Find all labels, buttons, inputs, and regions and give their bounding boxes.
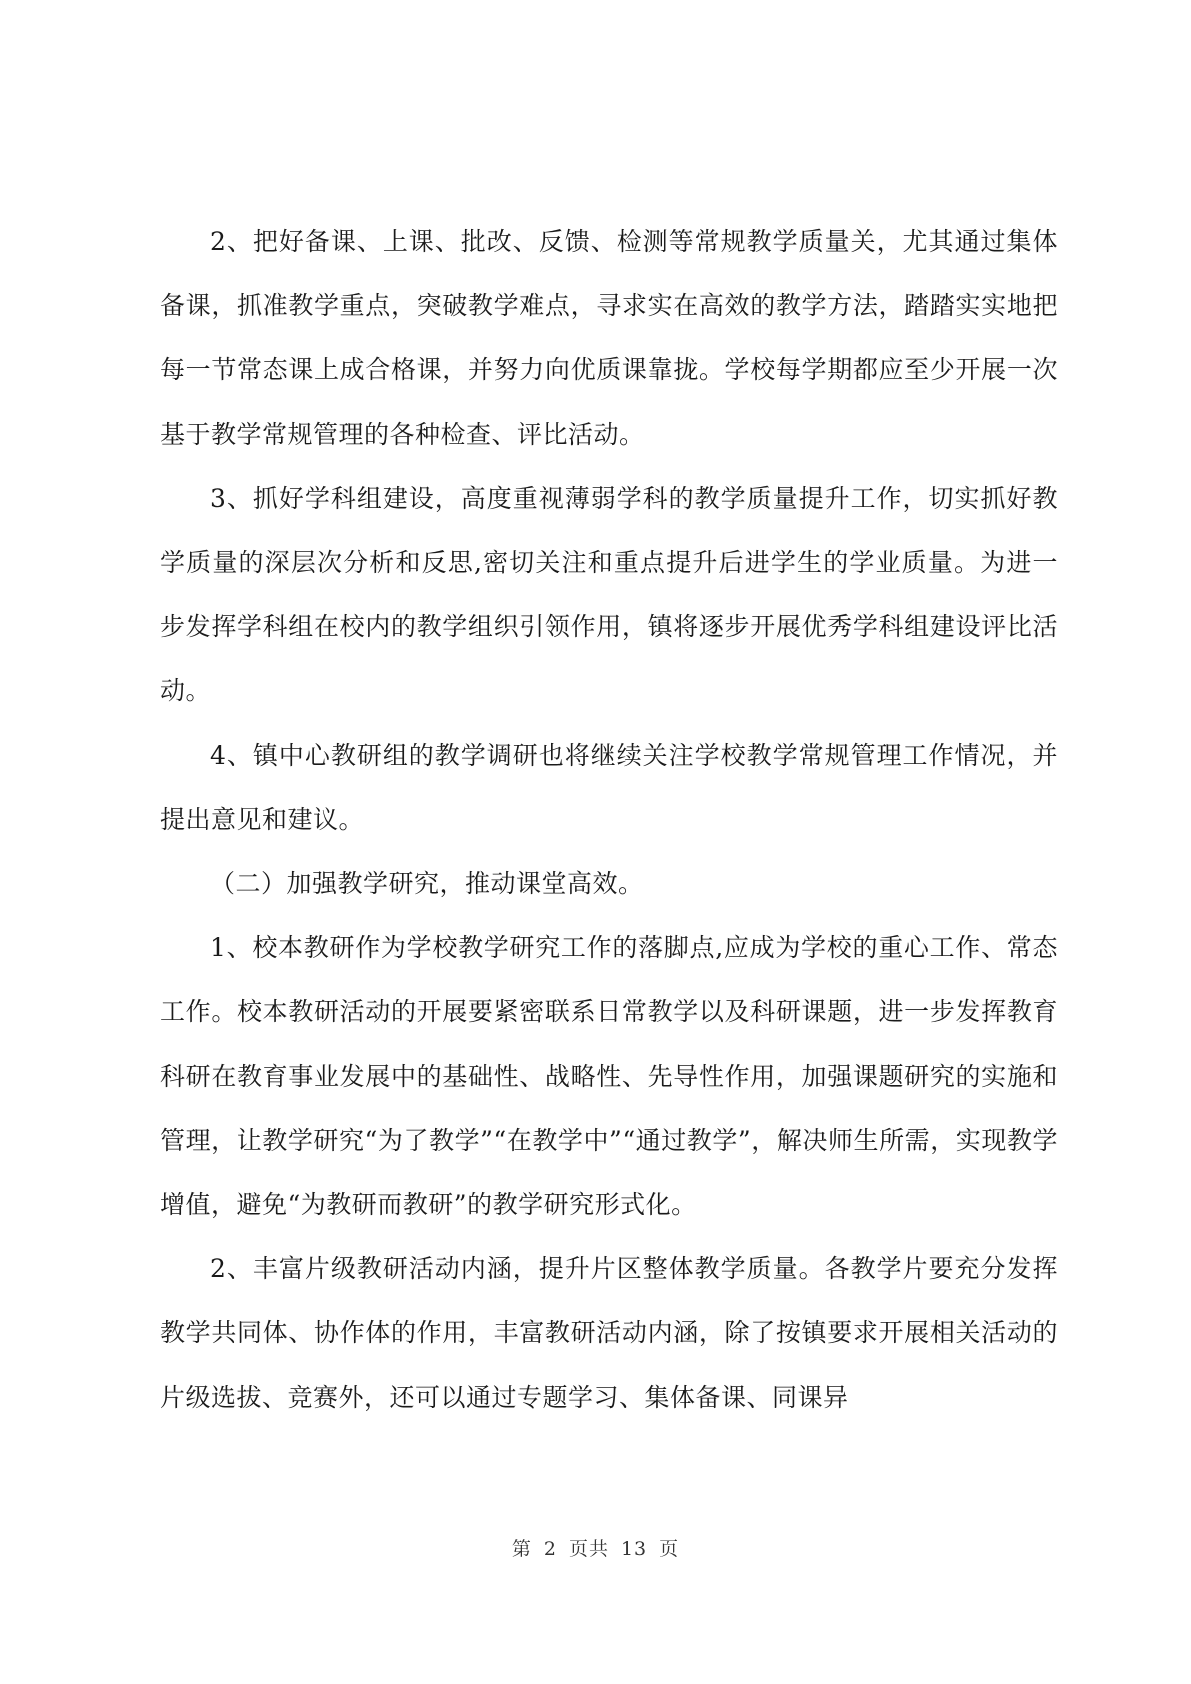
paragraph-research-2: 2、丰富片级教研活动内涵，提升片区整体教学质量。各教学片要充分发挥教学共同体、协作体的作用，丰富教研活动内涵，除了按镇要求开展相关活动的片级选拔、竞赛外，还可以通过专题学习、集体备课、同课异 bbox=[160, 1254, 1058, 1412]
footer-middle: 页共 bbox=[568, 1538, 609, 1560]
footer-total-pages: 13 bbox=[620, 1538, 648, 1560]
page-footer bbox=[0, 1534, 1191, 1561]
footer-current-page: 2 bbox=[543, 1538, 557, 1560]
paragraph-item-4: 4、镇中心教研组的教学调研也将继续关注学校教学常规管理工作情况，并提出意见和建议。 bbox=[160, 740, 1058, 834]
paragraph-item-3: 3、抓好学科组建设，高度重视薄弱学科的教学质量提升工作，切实抓好教学质量的深层次分析和反思,密切关注和重点提升后进学生的学业质量。为进一步发挥学科组在校内的教学组织引领作用，镇将逐步开展优秀学科组建设评比活动。 bbox=[160, 483, 1058, 706]
paragraph-item-2: 2、把好备课、上课、批改、反馈、检测等常规教学质量关，尤其通过集体备课，抓准教学重点，突破教学难点，寻求实在高效的教学方法，踏踏实实地把每一节常态课上成合格课，并努力向优质课靠拢。学校每学期都应至少开展一次基于教学常规管理的各种检查、评比活动。 bbox=[160, 227, 1058, 449]
document-body bbox=[160, 210, 1058, 1430]
footer-prefix: 第 bbox=[511, 1538, 532, 1560]
paragraph-research-1: 1、校本教研作为学校教学研究工作的落脚点,应成为学校的重心工作、常态工作。校本教研活动的开展要紧密联系日常教学以及科研课题，进一步发挥教育科研在教育事业发展中的基础性、战略性、先导性作用，加强课题研究的实施和管理，让教学研究“为了教学”“在教学中”“通过教学”，解决师生所需，实现教学增值，避免“为教研而教研”的教学研究形式化。 bbox=[160, 933, 1058, 1220]
footer-suffix: 页 bbox=[659, 1538, 680, 1560]
section-heading-2: （二）加强教学研究，推动课堂高效。 bbox=[210, 869, 644, 899]
